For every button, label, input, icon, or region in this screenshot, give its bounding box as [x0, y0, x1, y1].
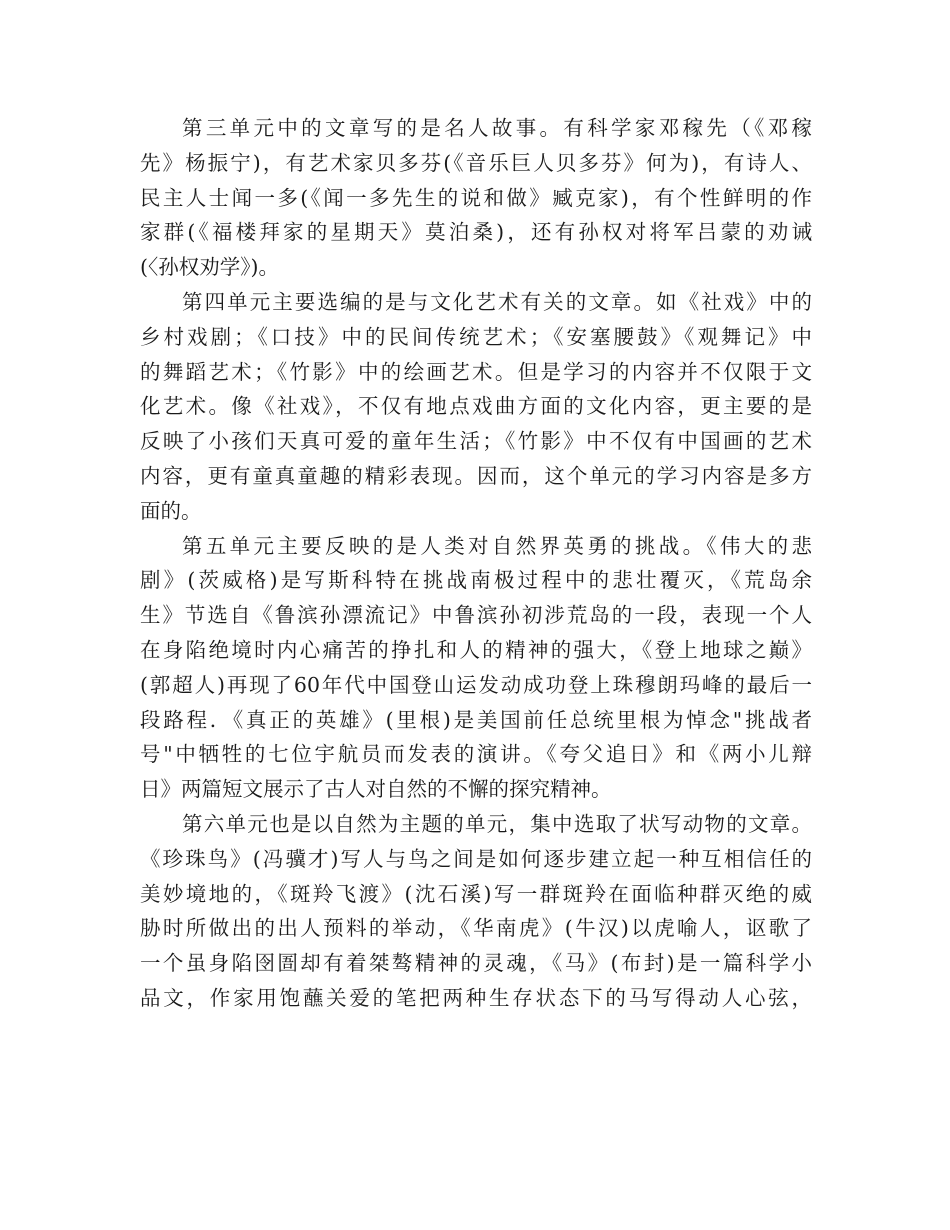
paragraph-unit-4: [140, 285, 812, 529]
text-line: (〈孙权劝学》)。: [140, 255, 279, 280]
text-line: 一个虽身陷囹圄却有着桀骜精神的灵魂，《马》(布封)是一篇科学小: [140, 951, 812, 976]
text-line: 品文，作家用饱蘸关爱的笔把两种生存状态下的马写得动人心弦，: [140, 985, 812, 1010]
document-body: [140, 111, 812, 1016]
text-line: 第三单元中的文章写的是名人故事。有科学家邓稼先（《邓稼: [182, 116, 812, 140]
text-line: (郭超人)再现了60年代中国登山运发动成功登上珠穆朗玛峰的最后一: [140, 672, 812, 697]
text-line: 号"中牺牲的七位宇航员而发表的演讲。《夸父追日》和《两小儿辩: [140, 742, 812, 767]
text-line: 美妙境地的，《斑羚飞渡》(沈石溪)写一群斑羚在面临种群灭绝的威: [140, 881, 812, 906]
text-line: 第四单元主要选编的是与文化艺术有关的文章。如《社戏》中的: [182, 289, 812, 314]
text-line: 日》两篇短文展示了古人对自然的不懈的探究精神。: [140, 777, 612, 802]
paragraph-unit-6: [140, 807, 812, 1016]
paragraph-unit-5: [140, 529, 812, 807]
text-line: 《珍珠鸟》(冯骥才)写人与鸟之间是如何逐步建立起一种互相信任的: [140, 846, 812, 871]
paragraph-unit-3: [140, 111, 812, 285]
text-line: 胁时所做出的出人预料的举动，《华南虎》(牛汉)以虎喻人，讴歌了: [140, 916, 812, 941]
text-line: 段路程．《真正的英雄》(里根)是美国前任总统里根为悼念"挑战者: [140, 707, 812, 732]
text-line: 第六单元也是以自然为主题的单元，集中选取了状写动物的文章。: [182, 811, 812, 836]
text-line: 生》节选自《鲁滨孙漂流记》中鲁滨孙初涉荒岛的一段，表现一个人: [140, 603, 812, 628]
text-line: 反映了小孩们天真可爱的童年生活；《竹影》中不仅有中国画的艺术: [140, 429, 812, 454]
text-line: 化艺术。像《社戏》，不仅有地点戏曲方面的文化内容，更主要的是: [140, 394, 812, 419]
text-line: 先》杨振宁)，有艺术家贝多芬(《音乐巨人贝多芬》何为)，有诗人、: [140, 150, 812, 175]
text-line: 乡村戏剧；《口技》中的民间传统艺术；《安塞腰鼓》《观舞记》中: [140, 324, 812, 349]
text-line: 内容，更有童真童趣的精彩表现。因而，这个单元的学习内容是多方: [140, 463, 812, 488]
text-line: 剧》(茨威格)是写斯科特在挑战南极过程中的悲壮覆灭，《荒岛余: [140, 568, 812, 593]
text-line: 家群(《福楼拜家的星期天》莫泊桑)，还有孙权对将军吕蒙的劝诫: [140, 220, 812, 245]
text-line: 民主人士闻一多(《闻一多先生的说和做》臧克家)，有个性鲜明的作: [140, 185, 812, 210]
text-line: 在身陷绝境时内心痛苦的挣扎和人的精神的强大，《登上地球之巅》: [140, 637, 812, 662]
text-line: 面的。: [140, 498, 202, 523]
text-line: 第五单元主要反映的是人类对自然界英勇的挑战。《伟大的悲: [182, 533, 812, 558]
text-line: 的舞蹈艺术；《竹影》中的绘画艺术。但是学习的内容并不仅限于文: [140, 359, 812, 384]
